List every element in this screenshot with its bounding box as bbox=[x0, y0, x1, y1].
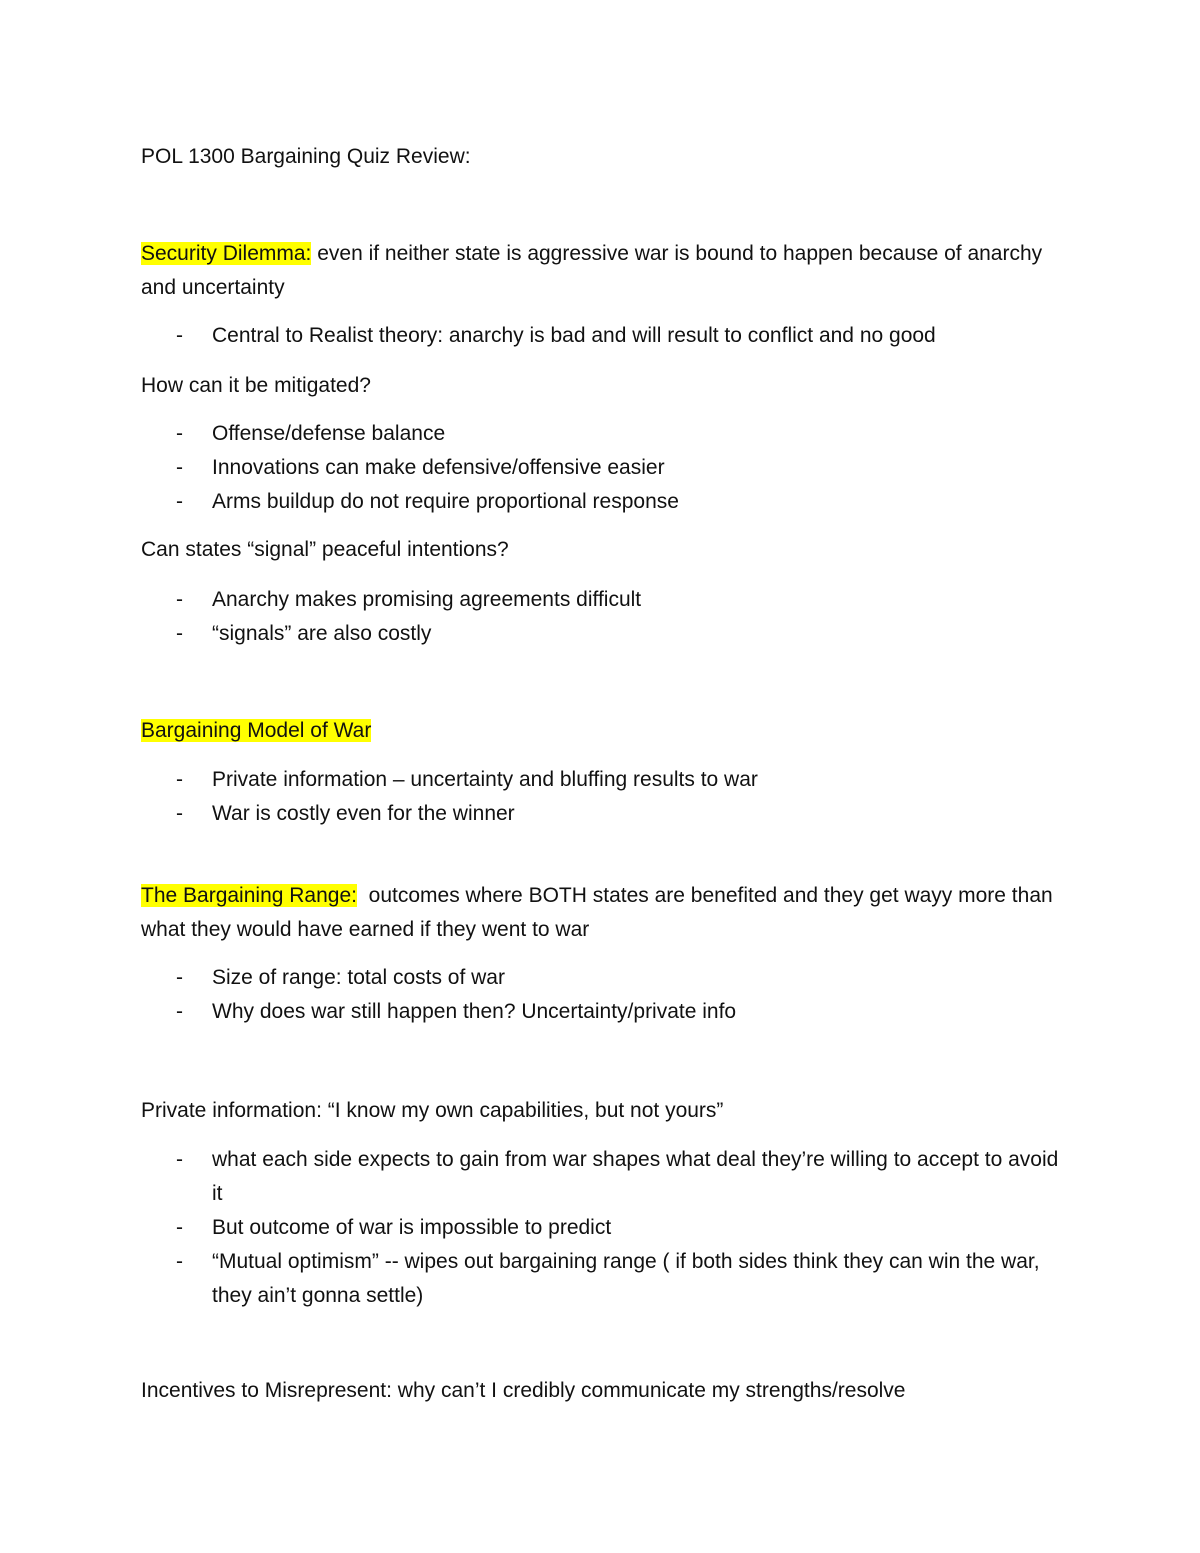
dash-marker: - bbox=[176, 490, 183, 513]
private-info-heading: Private information: “I know my own capabilities, but not yours” bbox=[141, 1099, 724, 1122]
bargaining-range-list bbox=[141, 961, 1071, 1029]
list-item-text: Offense/defense balance bbox=[212, 422, 446, 445]
list-item-text: Innovations can make defensive/offensive easier bbox=[212, 456, 665, 479]
dash-marker: - bbox=[176, 456, 183, 479]
security-dilemma-list bbox=[141, 319, 1071, 353]
dash-marker: - bbox=[176, 1000, 183, 1023]
dash-marker: - bbox=[176, 768, 183, 791]
misrepresent-heading: Incentives to Misrepresent: why can’t I credibly communicate my strengths/resolve bbox=[141, 1379, 906, 1402]
list-item bbox=[141, 961, 1071, 995]
list-item-text: what each side expects to gain from war shapes what deal they’re willing to accept to avoid it bbox=[212, 1148, 1059, 1205]
list-item bbox=[141, 1143, 1071, 1211]
list-item bbox=[141, 451, 1071, 485]
list-item bbox=[141, 995, 1071, 1029]
security-dilemma-paragraph bbox=[141, 237, 1071, 305]
security-dilemma-definition: even if neither state is aggressive war is bound to happen because of anarchy and uncertainty bbox=[141, 242, 1043, 299]
dash-marker: - bbox=[176, 324, 183, 347]
dash-marker: - bbox=[176, 422, 183, 445]
dash-marker: - bbox=[176, 1148, 183, 1171]
list-item bbox=[141, 485, 1071, 519]
mitigate-question: How can it be mitigated? bbox=[141, 374, 371, 397]
list-item-text: Anarchy makes promising agreements difficult bbox=[212, 588, 642, 611]
list-item bbox=[141, 1245, 1071, 1313]
bargaining-model-heading bbox=[141, 714, 1071, 748]
list-item bbox=[141, 319, 1071, 353]
list-item-text: War is costly even for the winner bbox=[212, 802, 515, 825]
dash-marker: - bbox=[176, 1216, 183, 1239]
mitigate-list bbox=[141, 417, 1071, 519]
list-item-text: Size of range: total costs of war bbox=[212, 966, 505, 989]
signal-list bbox=[141, 583, 1071, 651]
bargaining-range-paragraph bbox=[141, 879, 1071, 947]
bargaining-range-definition: outcomes where BOTH states are benefited and they get wayy more than what they would have earned if they went to war bbox=[141, 884, 1059, 941]
dash-marker: - bbox=[176, 622, 183, 645]
dash-marker: - bbox=[176, 802, 183, 825]
bargaining-model-list bbox=[141, 763, 1071, 831]
list-item bbox=[141, 417, 1071, 451]
security-dilemma-term: Security Dilemma: bbox=[141, 242, 312, 265]
dash-marker: - bbox=[176, 588, 183, 611]
signal-question: Can states “signal” peaceful intentions? bbox=[141, 538, 509, 561]
list-item bbox=[141, 763, 1071, 797]
list-item-text: Central to Realist theory: anarchy is bad and will result to conflict and no good bbox=[212, 324, 936, 347]
bargaining-range-term: The Bargaining Range: bbox=[141, 884, 357, 907]
dash-marker: - bbox=[176, 1250, 183, 1273]
list-item bbox=[141, 797, 1071, 831]
list-item bbox=[141, 617, 1071, 651]
private-info-list bbox=[141, 1143, 1071, 1313]
bargaining-model-term: Bargaining Model of War bbox=[141, 719, 372, 742]
list-item-text: “Mutual optimism” -- wipes out bargaining range ( if both sides think they can win the war, they ain’t gonna settle) bbox=[212, 1250, 1040, 1307]
dash-marker: - bbox=[176, 966, 183, 989]
list-item-text: Why does war still happen then? Uncertainty/private info bbox=[212, 1000, 737, 1023]
list-item bbox=[141, 583, 1071, 617]
list-item bbox=[141, 1211, 1071, 1245]
list-item-text: “signals” are also costly bbox=[212, 622, 432, 645]
document-title: POL 1300 Bargaining Quiz Review: bbox=[141, 145, 471, 168]
list-item-text: But outcome of war is impossible to predict bbox=[212, 1216, 612, 1239]
list-item-text: Arms buildup do not require proportional response bbox=[212, 490, 679, 513]
list-item-text: Private information – uncertainty and bluffing results to war bbox=[212, 768, 758, 791]
